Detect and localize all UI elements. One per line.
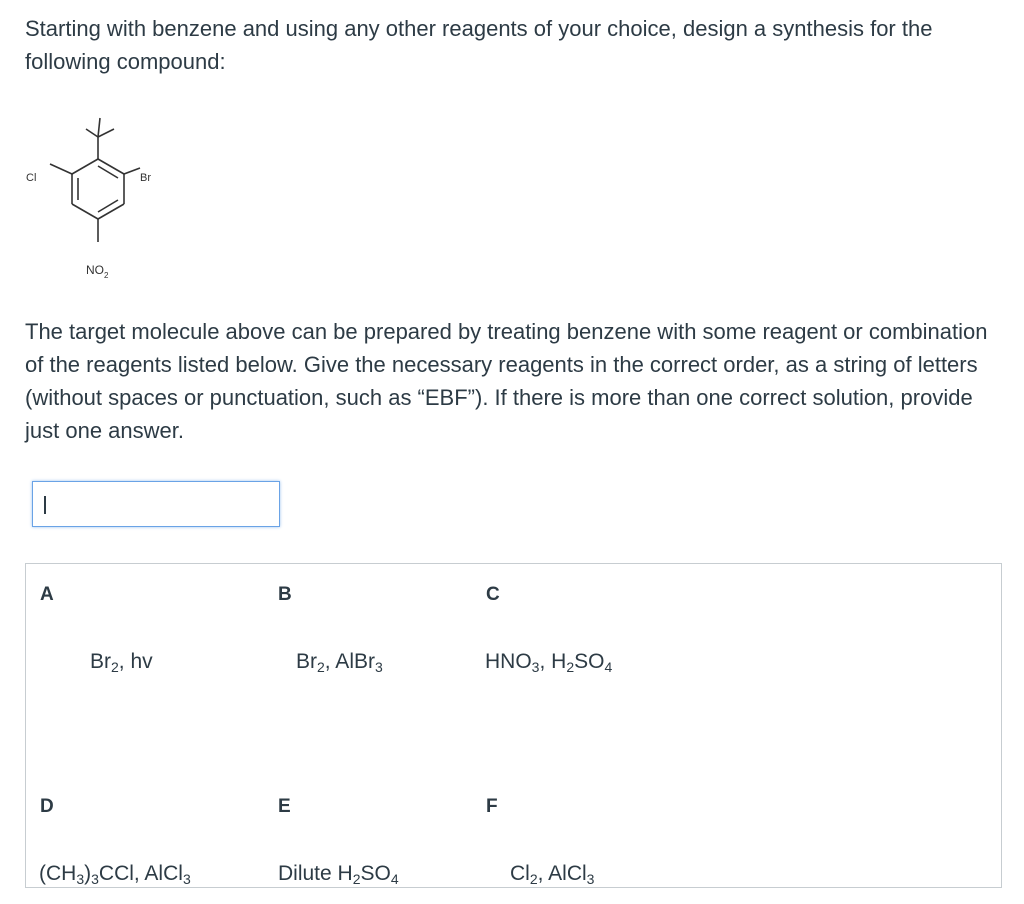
text-caret (44, 496, 46, 514)
reagent-letter: C (486, 584, 500, 605)
question-intro: Starting with benzene and using any other reagents of your choice, design a synthesis for the following compound: (25, 16, 933, 74)
reagent-formula: $(CH_3)_3CCl$, AlCl$_3$ (39, 862, 191, 887)
answer-input[interactable] (33, 482, 279, 526)
reagent-letter: D (40, 796, 54, 817)
target-molecule-structure (20, 110, 170, 295)
reagent-letter: F (486, 796, 498, 817)
reagent-letter: E (278, 796, 291, 817)
chloro-label: Cl (26, 172, 37, 184)
reagent-formula: $Cl_2$, AlCl$_3$ (510, 862, 595, 887)
reagent-formula: Dilute $H_2SO_4$ (278, 862, 399, 887)
nitro-label: $NO_2$ (86, 263, 109, 280)
reagent-formula: $Br_2$, hv (90, 650, 153, 675)
reagent-formula: $Br_2$, AlBr$_3$ (296, 650, 383, 675)
bromo-label: Br (140, 172, 151, 184)
question-prompt: The target molecule above can be prepared by treating benzene with some reagent or combination of the reagents listed below. Give the necessary reagents in the correct order, as a string of letters (without spaces or punctuation, such as “EBF”). If there is more than one correct solution, provide just one answer. (25, 319, 988, 443)
reagent-letter: B (278, 584, 292, 605)
reagent-table (25, 563, 1002, 888)
answer-input-box[interactable] (32, 481, 280, 527)
reagent-letter: A (40, 584, 54, 605)
reagent-formula: $HNO_3$, $H_2SO_4$ (485, 650, 613, 675)
